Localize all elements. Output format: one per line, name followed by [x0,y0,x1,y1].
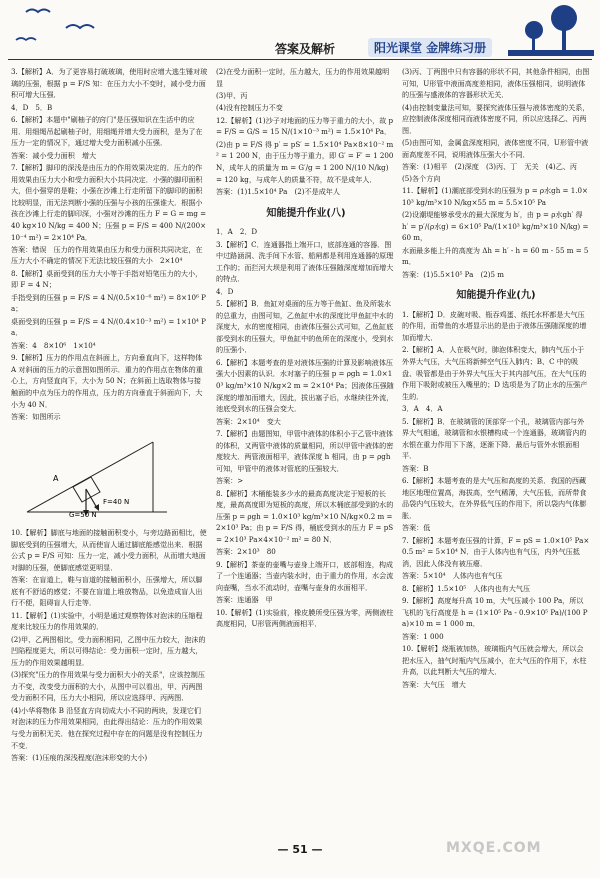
page-header [0,0,600,58]
text-line: 答案：B [402,463,429,473]
text-line: 手指受到的压强 p = F/S = 4 N/(0.5×10⁻⁶ m²) = 8×10⁶ Pa； [11,292,206,314]
text-line: 答案：如图所示 [11,411,61,421]
text-line: 答案：1 000 [402,631,444,641]
text-line: 水面最多能上升的高度为 Δh = h′ - h = 60 m - 55 m = 5 m． [402,245,591,267]
section-title-9: 知能提升作业(九) [456,290,536,302]
text-line: 答案：(1)相平 (2)深度 (3)丙、丁 无关 (4)乙、丙 (5)各个方向 [402,162,585,183]
text-line: (5)由图可知，金属盒深度相同，液体密度不同，U形管中液面高度差不同，说明液体压强大小不同． [402,138,589,159]
text-line: 答案：连通器 甲 [216,595,273,605]
text-line: 10.【解析】烧瓶被加热，玻璃瓶内气压就会增大，所以会把水压入，抽气时瓶内气压减小，在大气压的作用下，水柱升高，以此判断大气压的增大． [402,644,587,677]
force-label: F=40 N [103,498,130,507]
text-line: 11.【解析】(1)实验中，小明是通过观察物体对泡沫的压缩程度来比较压力的作用效果的． [11,610,203,632]
tree-decoration-icon [508,0,594,58]
page-number: — 51 — [277,843,323,856]
text-line: 答案：在盲道上，鞋与盲道的接触面积小，压强增大，所以脚底有不舒适的感觉；不要在盲道上堆放物品，以免造成盲人出行不便，阻碍盲人行走等． [11,575,203,608]
text-line: 3．A 4．A [402,404,443,414]
text-line: (2)设潮堤能够承受水的最大深度为 h′，由 p = ρ水gh′ 得 h′ = p′/(ρ水g) = 6×10⁵ Pa/(1×10³ kg/m³×10 N/kg) = 60 m， [402,210,591,243]
text-line: 答案：大气压 增大 [402,679,466,689]
gravity-label: G=50 N [69,511,97,519]
text-line: 答案：> [216,476,244,486]
force-diagram [21,426,171,518]
text-line: 9.【解析】高度每升高 10 m，大气压减小 100 Pa，所以飞机的飞行高度是 h = (1×10⁵ Pa - 0.9×10⁵ Pa)/(100 Pa)×10 m = 1 000 m． [402,596,588,629]
text-line: 8.【解析】木桶能装多少水的最高高度决定于短板的长度，最高高度即为短板的高度，所以木桶底部受到的水的压强 p = ρgh = 1.0×10³ kg/m³×10 N/kg×0.2 m = 2×10³ Pa；由 p = F/S 得，桶底受到水的压力 F = pS = 2×10³ Pa×4×10⁻² m² = 80 N． [216,488,396,544]
text-line: 1．A 2．D [216,227,258,237]
text-line: 7.【解析】本题考查压强的计算，F = pS = 1.0×10⁵ Pa×0.5 m² = 5×10⁴ N．由于人体内也有气压，内外气压抵消，因此人体没有被压瘪． [402,535,590,568]
text-line: 3.【解析】C．连通器指上端开口，底部连通的容器．图中过路涵洞、洗手间下水管、船闸都是利用连通器的原理工作的；而拦河大坝是利用了液体压强随深度增加而增大的特点． [216,239,394,284]
text-line: 5.【解析】B．鱼缸对桌面的压力等于鱼缸、鱼及所装水的总重力，由图可知，乙鱼缸中水的深度比甲鱼缸中水的深度大，水的密度相同，由液体压强公式可知，乙鱼缸底部受到水的压强大，甲鱼缸中的鱼所在的深度小，受到水的压强小． [216,299,394,355]
header-title: 答案及解析 [275,42,336,56]
text-line: (3)丙、丁两图中只有容器的形状不同，其他条件相同，由图可知，U形管中液面高度差相同，液体压强相同，说明液体的压强与盛液体的容器形状无关． [402,67,590,100]
text-line: 答案：5×10⁴ 人体内也有气压 [402,571,503,581]
section-title-8: 知能提升作业(八) [266,207,346,219]
text-line: 答案：低 [402,523,431,533]
text-line: 4．D [216,286,234,296]
text-line: (3)甲、丙 [216,90,248,100]
column-middle [216,66,396,631]
text-line: 答案：错误 压力的作用效果由压力和受力面积共同决定，在压力大小不确定的情况下无法比较压强的大小 2×10⁴ [11,244,203,266]
text-line: 桌面受到的压强 p = F/S = 4 N/(0.4×10⁻³ m²) = 1×10⁴ Pa． [11,316,206,338]
text-line: 答案：减小受力面积 增大 [11,150,97,160]
text-line: 答案：2×10⁴ 变大 [216,416,281,426]
text-line: 7.【解析】脚印的深浅是由压力的作用效果决定的．压力的作用效果由压力大小和受力面积大小共同决定．小强的脚印面积大，但小强穿的是鞋；小强在沙滩上行走所留下的脚印的面积比较明显，而无法判断小强的压强与小孩的压强谁大．根据小孩在沙滩上行走的脚印深，小强对沙滩的压力 F = G = mg = 40 kg×10 N/kg = 400 N；压强 p = F/S = 400 N/(200×10⁻⁴ m²) = 2×10⁴ Pa． [11,162,209,242]
text-line: 9.【解析】茶壶的壶嘴与壶身上端开口，底部相连，构成了一个连通器；当壶内装水时，由于重力的作用，水会流向壶嘴，当水不流动时，壶嘴与壶身的水面相平． [216,559,394,592]
text-line: (2)由 p = F/S 得 p′ = pS′ = 1.5×10⁴ Pa×8×10⁻² m² = 1 200 N，由于压力等于重力，即 G′ = F′ = 1 200 N，成年人的质量为 m = G′/g = 1 200 N/(10 N/kg) = 120 kg，与成年人的质量不符，故不是成年人． [216,139,396,184]
text-line: (4)小华将物体 B 沿竖直方向切成大小不同的两块，发现它们对泡沫的压力作用效果相同，由此得出结论：压力的作用效果与受力面积无关．他在探究过程中存在的问题是没有控制压力不变． [11,705,203,750]
text-line: (4)由控制变量法可知，要探究液体压强与液体密度的关系，应控制液体深度相同而液体密度不同，所以应选择乙、丙两图． [402,102,590,135]
text-line: (3)探究"压力的作用效果与受力面积大小的关系"，应该控制压力不变，改变受力面积的大小，从图中可以看出，甲、丙两图受力面积不同，压力大小相同，所以应选择甲、丙两图． [11,670,205,703]
text-line: 3.【解析】A．为了更容易打破玻璃，使用时应增大逃生锤对玻璃的压强，根据 p = F/S 知：在压力大小不变时，减小受力面积可增大压强． [11,67,208,100]
text-line: (2)甲、乙两图相比，受力面积相同，乙图中压力较大，泡沫的凹陷程度更大，所以可得结论：受力面积一定时，压力越大，压力的作用效果越明显． [11,634,206,667]
bird-decoration-icon [6,0,156,58]
text-line: 11.【解析】(1)潮底部受到水的压强为 p = ρ水gh = 1.0×10³ kg/m³×10 N/kg×55 m = 5.5×10⁵ Pa [402,186,588,207]
text-line: 6.【解析】本题中"刷柚子的窍门"是压强知识在生活中的应用．用细绳吊起刷柚子时，用细绳并增大受力面积，是为了在压力一定的情况下，通过增大受力面积减小压强． [11,114,203,148]
text-line: 7.【解析】由题图知，甲管中液体的体积小于乙管中液体的体积，又两管中液体的质量相同，所以甲管中液体的密度较大．两管液面相平，液体深度 h 相同，由 p = ρgh 可知，甲管中的液体对管底的压强较大． [216,428,394,473]
text-line: 8.【解析】桌面受到的压力大小等于手指对铅笔压力的大小，即 F = 4 N； [11,268,203,290]
text-line: 12.【解析】(1)沙子对地面的压力等于重力的大小，故 p = F/S = G/S = 15 N/(1×10⁻³ m²) = 1.5×10⁴ Pa． [216,115,396,137]
text-line: 5.【解析】B．在玻璃管的顶部穿一个孔，玻璃管内部与外界大气相通，玻璃管和水银槽构成一个连通器，玻璃管内的水银在重力作用下下落，逐渐下降．最后与管外水银面相平． [402,416,587,461]
watermark: MXQE.COM [446,840,542,856]
text-line: 6.【解析】本题考查的是大气压和高度的关系．我国的西藏地区地理位置高，海拔高，空气稀薄，大气压低，而所带食品袋内气压较大，在外界低气压的作用下，所以袋内气体膨胀． [402,476,587,520]
text-line: (2)在受力面积一定时，压力越大，压力的作用效果越明显 [216,67,390,88]
text-line: 10.【解析】(1)实验前，橡皮膜所受压强为零，两侧液柱高度相同，U形管两侧液面相平． [216,607,394,629]
text-line: 答案：(1)1.5×10⁴ Pa (2)不是成年人 [216,186,340,196]
header-rule [8,59,592,60]
block-label: A [53,474,59,484]
text-line: (4)没有控制压力不变 [216,103,283,113]
text-line: 6.【解析】本题考查的是对液体压强的计算及影响液体压强大小因素的认识．水对塞子的压强 p = ρgh = 1.0×10³ kg/m³×10 N/kg×2 m = 2×10⁴ Pa；因液体压强随深度的增加而增大，因此，拔出塞子后，水继续往外流，池底受到水的压强会变大． [216,357,394,414]
text-line: 答案：2×10³ 80 [216,547,276,557]
text-line: 8.【解析】1.5×10⁵ 人体内也有大气压 [402,583,531,593]
header-brand: 阳光课堂 金牌练习册 [368,38,492,57]
text-line: 答案：(1)5.5×10⁵ Pa (2)5 m [402,269,504,279]
text-line: 2.【解析】A．人在吸气时，肺泡体积变大，肺内气压小于外界大气压，大气压将新鲜空气压入肺内；B、C 中的吸盘、吸管都是由于外界大气压大于其内部气压，在大气压的作用下吸附或被压入嘴里的；D 选项是为了防止水的压强产生的． [402,345,588,401]
text-line: 9.【解析】压力的作用点在斜面上，方向垂直向下，这样物体 A 对斜面的压力的示意图如图所示．重力的作用点在物体的重心上，方向竖直向下，大小为 50 N；在斜面上选取物体与接触面的中点为压力的作用点，压力的方向垂直于斜面向下，大小为 40 N． [11,353,205,409]
column-right [402,66,590,691]
text-line: 1.【解析】D．皮碗对吸、瓶吞鸡蛋、纸托水杯都是大气压的作用，而带鱼的水塔显示出的是由于液体压强随深度的增加而增大． [402,309,587,343]
text-line: 4．D 5．B [11,102,53,112]
column-left [11,66,208,764]
text-line: 答案：(1)压痕的深浅程度(泡沫形变的大小) [11,753,148,763]
text-line: 答案：4 8×10⁶ 1×10⁴ [11,340,96,350]
text-line: 10.【解析】脚底与地面的接触面积变小，与旁边路面相比，使脚底受到的压强增大，从而使盲人通过脚底能感觉出来．根据公式 p = F/S 可知：压力一定，减小受力面积，从而增大地面对脚的压强，使脚底感觉更明显． [11,527,207,572]
